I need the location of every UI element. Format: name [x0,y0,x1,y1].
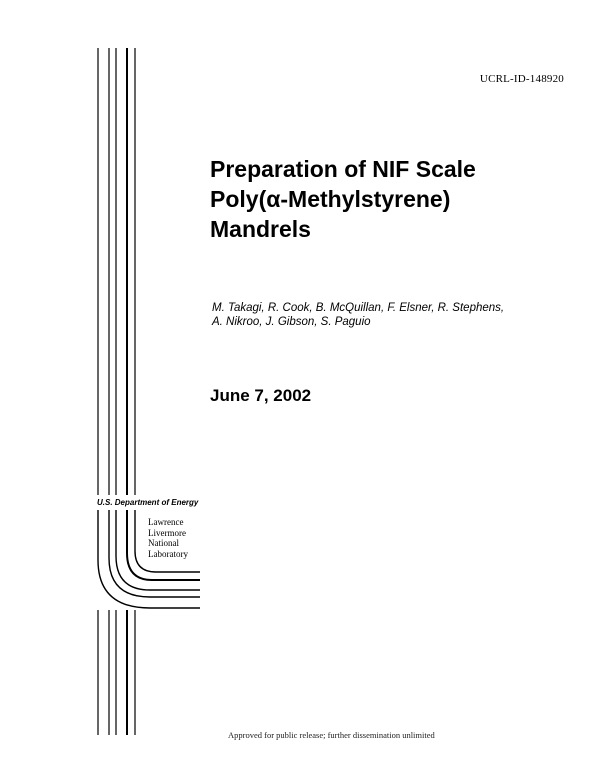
publication-date: June 7, 2002 [210,386,312,405]
lab-name [148,517,188,559]
lab-name-line: Livermore [148,527,186,538]
lab-name-line: Laboratory [148,548,188,559]
title-line: Mandrels [210,216,311,242]
release-notice: Approved for public release; further dissemination unlimited [228,730,435,740]
author-line: A. Nikroo, J. Gibson, S. Paguio [212,316,371,328]
doe-label: U.S. Department of Energy [97,498,199,507]
title-line: Preparation of NIF Scale [210,156,476,182]
lab-name-line: Lawrence [148,517,184,527]
lab-name-line: National [148,538,179,548]
author-line: M. Takagi, R. Cook, B. McQuillan, F. Elsner, R. Stephens, [212,302,505,314]
title-line: Poly(α-Methylstyrene) [210,186,451,212]
document-title [210,154,570,244]
author-list [212,301,582,329]
report-id: UCRL-ID-148920 [479,73,564,85]
